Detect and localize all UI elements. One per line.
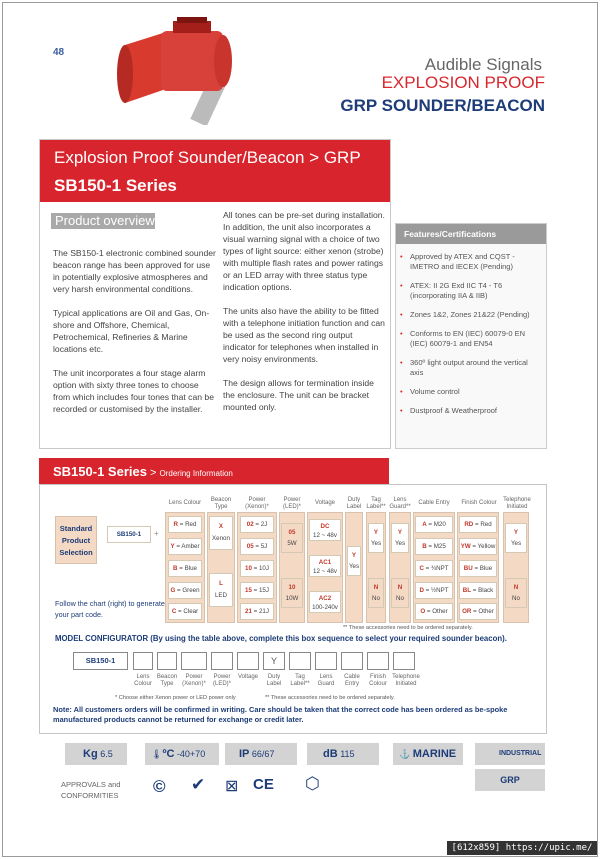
header-power-xenon: Power (Xenon)* — [245, 497, 269, 510]
header-product-type: GRP SOUNDER/BEACON — [340, 96, 545, 115]
config-duty-box[interactable]: Y — [263, 652, 285, 670]
power-xenon-option[interactable]: 02 = 2J — [240, 516, 274, 533]
base-code: SB150-1 — [107, 526, 151, 543]
certification-logo-icon: © — [153, 777, 166, 796]
config-label: Telephone Initiated — [392, 674, 420, 687]
feature-item: • Dustproof & Weatherproof — [400, 406, 497, 415]
header-voltage: Voltage — [314, 500, 336, 506]
decibel-box: dB 115 — [307, 743, 379, 765]
plus-sign: + — [154, 529, 159, 538]
approvals-label: APPROVALS and CONFORMITIES — [61, 780, 121, 800]
voltage-option[interactable]: AC1 12 ~ 48v — [309, 555, 341, 577]
header-category: Audible Signals — [424, 55, 542, 74]
config-label: Voltage — [237, 674, 259, 680]
ordering-series: SB150-1 Series — [53, 464, 147, 479]
overview-paragraph: Typical applications are Oil and Gas, On-shore and Offshore, Chemical, Petrochemical, Refineries & Marine locations etc. — [53, 308, 210, 354]
finish-option[interactable]: RD = Red — [459, 516, 497, 533]
feature-item: • Approved by ATEX and CQST - IMETRO and IECEX (Pending) — [400, 252, 515, 271]
config-beacon-box[interactable] — [157, 652, 177, 670]
product-overview-label: Product overview — [51, 213, 155, 229]
bullet-icon: • — [400, 387, 403, 396]
header-lens-guard: Lens Guard** — [389, 497, 411, 510]
finish-option[interactable]: OR = Other — [459, 603, 497, 620]
header-cable-entry: Cable Entry — [418, 500, 450, 506]
lens-option[interactable]: G = Green — [168, 582, 202, 599]
config-label: Tag Label** — [290, 674, 310, 687]
config-base-code: SB150-1 — [73, 652, 128, 670]
accessories-note: ** These accessories need to be ordered separately. — [343, 625, 473, 631]
title-banner — [40, 140, 390, 202]
finish-option[interactable]: YW = Yellow — [459, 538, 497, 555]
duty-option[interactable]: Y Yes — [347, 546, 361, 576]
follow-chart-note: Follow the chart (right) to generate your part code. — [55, 599, 165, 619]
overview-paragraph: The unit incorporates a four stage alarm option with sixty three tones to choose from which includes four tones that can be recorded or customised by the installer. — [53, 368, 214, 414]
power-xenon-option[interactable]: 10 = 10J — [240, 560, 274, 577]
power-xenon-option[interactable]: 05 = 5J — [240, 538, 274, 555]
ce-mark-icon: CE — [253, 776, 274, 793]
feature-item: • 360º light output around the vertical axis — [400, 358, 528, 377]
config-label: Cable Entry — [344, 674, 360, 687]
overview-column-1 — [53, 247, 218, 427]
features-panel — [395, 223, 547, 449]
telephone-option[interactable]: Y Yes — [505, 523, 527, 553]
beacon-option[interactable]: L LED — [209, 573, 233, 607]
cable-option[interactable]: D = ½NPT — [415, 582, 453, 599]
finish-option[interactable]: BL = Black — [459, 582, 497, 599]
config-cable-box[interactable] — [341, 652, 363, 670]
weee-bin-icon: ⊠ — [225, 778, 239, 795]
voltage-option[interactable]: DC 12 ~ 48v — [309, 519, 341, 541]
feature-item: • Conforms to EN (IEC) 60079-0 EN (IEC) 60079-1 and EN54 — [400, 329, 526, 348]
header-telephone: Telephone Initiated — [503, 497, 531, 510]
tag-option[interactable]: N No — [368, 578, 384, 608]
ex-mark-icon: ⬡ — [305, 774, 320, 793]
header-power-led: Power (LED)* — [282, 497, 301, 510]
config-power-led-box[interactable] — [211, 652, 233, 670]
power-xenon-option[interactable]: 21 = 21J — [240, 603, 274, 620]
model-configurator-title: MODEL CONFIGURATOR (By using the table above, complete this box sequence to select your required sounder beacon). — [55, 634, 507, 643]
ordering-arrow: > — [146, 467, 160, 479]
series-title: SB150-1 Series — [54, 176, 177, 195]
feature-item: • Zones 1&2, Zones 21&22 (Pending) — [400, 310, 530, 319]
lens-option[interactable]: B = Blue — [168, 560, 202, 577]
cable-option[interactable]: C = ¾NPT — [415, 560, 453, 577]
guard-option[interactable]: N No — [391, 578, 409, 608]
config-guard-box[interactable] — [315, 652, 337, 670]
xenon-led-note: * Choose either Xenon power or LED power only — [115, 695, 236, 701]
ip-rating-box: IP 66/67 — [225, 743, 297, 765]
lens-option[interactable]: R = Red — [168, 516, 202, 533]
lens-option[interactable]: Y = Amber — [168, 538, 202, 555]
tag-option[interactable]: Y Yes — [368, 523, 384, 553]
accessories-note-2: ** These accessories need to be ordered separately. — [265, 695, 395, 701]
cable-option[interactable]: A = M20 — [415, 516, 453, 533]
telephone-option[interactable]: N No — [505, 578, 527, 608]
config-label: Beacon Type — [156, 674, 178, 687]
page-title: Explosion Proof Sounder/Beacon > GRP — [54, 148, 361, 167]
standard-selection-label: Standard Product Selection — [55, 516, 97, 564]
config-label: Lens Guard — [317, 674, 335, 687]
power-led-option[interactable]: 10 10W — [281, 578, 303, 608]
voltage-option[interactable]: AC2 100-240v — [309, 591, 341, 613]
bullet-icon: • — [400, 281, 403, 290]
config-finish-box[interactable] — [367, 652, 389, 670]
order-warning: Note: All customers orders will be confirmed in writing. Care should be taken that the correct code has been ordered as be-spoke manufactured products cannot be returned for exchange or credit later. — [53, 705, 508, 724]
industrial-box: INDUSTRIAL — [475, 743, 545, 765]
config-tag-box[interactable] — [289, 652, 311, 670]
header-explosion-proof: EXPLOSION PROOF — [381, 73, 545, 92]
config-voltage-box[interactable] — [237, 652, 259, 670]
power-led-option[interactable]: 05 5W — [281, 523, 303, 553]
cable-option[interactable]: O = Other — [415, 603, 453, 620]
sounder-beacon-image — [115, 15, 245, 125]
bullet-icon: • — [400, 252, 403, 261]
power-xenon-option[interactable]: 15 = 15J — [240, 582, 274, 599]
thermometer-icon: 🌡 — [151, 749, 163, 759]
config-label: Duty Label — [266, 674, 282, 687]
lens-option[interactable]: C = Clear — [168, 603, 202, 620]
cable-option[interactable]: B = M25 — [415, 538, 453, 555]
finish-option[interactable]: BU = Blue — [459, 560, 497, 577]
features-list — [396, 244, 546, 416]
ordering-banner — [39, 458, 389, 484]
config-label: Lens Colour — [134, 674, 152, 687]
temperature-box: 🌡ºC -40+70 — [145, 743, 219, 765]
overview-paragraph: All tones can be pre-set during installation. In addition, the unit also incorporates a visual warning signal with a choice of two types of light source: either xenon (strobe) with multiple flash rates and power ratings or an LED array with three status type indication options. — [223, 210, 385, 292]
guard-option[interactable]: Y Yes — [391, 523, 409, 553]
page-number: 48 — [53, 47, 65, 58]
material-box: GRP — [475, 769, 545, 791]
ordering-subtitle: Ordering Information — [159, 469, 233, 478]
bullet-icon: • — [400, 310, 403, 319]
overview-paragraph: The design allows for termination inside the enclosure. The unit can be bracket mounted only. — [223, 378, 374, 412]
weight-box: Kg 6.5 — [65, 743, 127, 765]
overview-paragraph: The SB150-1 electronic combined sounder beacon range has been approved for use in potentially explosive atmospheres and very harsh environmental conditions. — [53, 248, 216, 294]
config-power-xenon-box[interactable] — [181, 652, 207, 670]
overview-paragraph: The units also have the ability to be fitted with a telephone initiation function and can be used as the second ring output indicator for telephones when installed in very noisy environments. — [223, 306, 385, 364]
bullet-icon: • — [400, 406, 403, 415]
header-finish-colour: Finish Colour — [461, 500, 497, 506]
feature-item: • ATEX: II 2G Exd IIC T4 - T6 (incorporating IIA & IIB) — [400, 281, 503, 300]
catalog-page — [2, 2, 598, 857]
config-label: Power (Xenon)* — [182, 674, 206, 687]
header-tag-label: Tag Label** — [366, 497, 386, 510]
header-beacon-type: Beacon Type — [210, 497, 232, 510]
config-lens-box[interactable] — [133, 652, 153, 670]
marine-box: ⚓ MARINE — [393, 743, 463, 765]
header-lens-colour: Lens Colour — [168, 500, 202, 506]
bullet-icon: • — [400, 358, 403, 367]
config-label: Power (LED)* — [212, 674, 231, 687]
beacon-option[interactable]: X Xenon — [209, 516, 233, 550]
watermark: [612x859] https://upic.me/ — [447, 841, 597, 855]
bullet-icon: • — [400, 329, 403, 338]
config-label: Finish Colour — [369, 674, 387, 687]
overview-column-2 — [223, 209, 385, 425]
config-telephone-box[interactable] — [393, 652, 415, 670]
features-title: Features/Certifications — [396, 224, 546, 244]
rohs-icon: ✔ — [191, 775, 206, 794]
feature-item: • Volume control — [400, 387, 460, 396]
anchor-icon: ⚓ — [399, 749, 411, 759]
header-duty-label: Duty Label — [346, 497, 362, 510]
